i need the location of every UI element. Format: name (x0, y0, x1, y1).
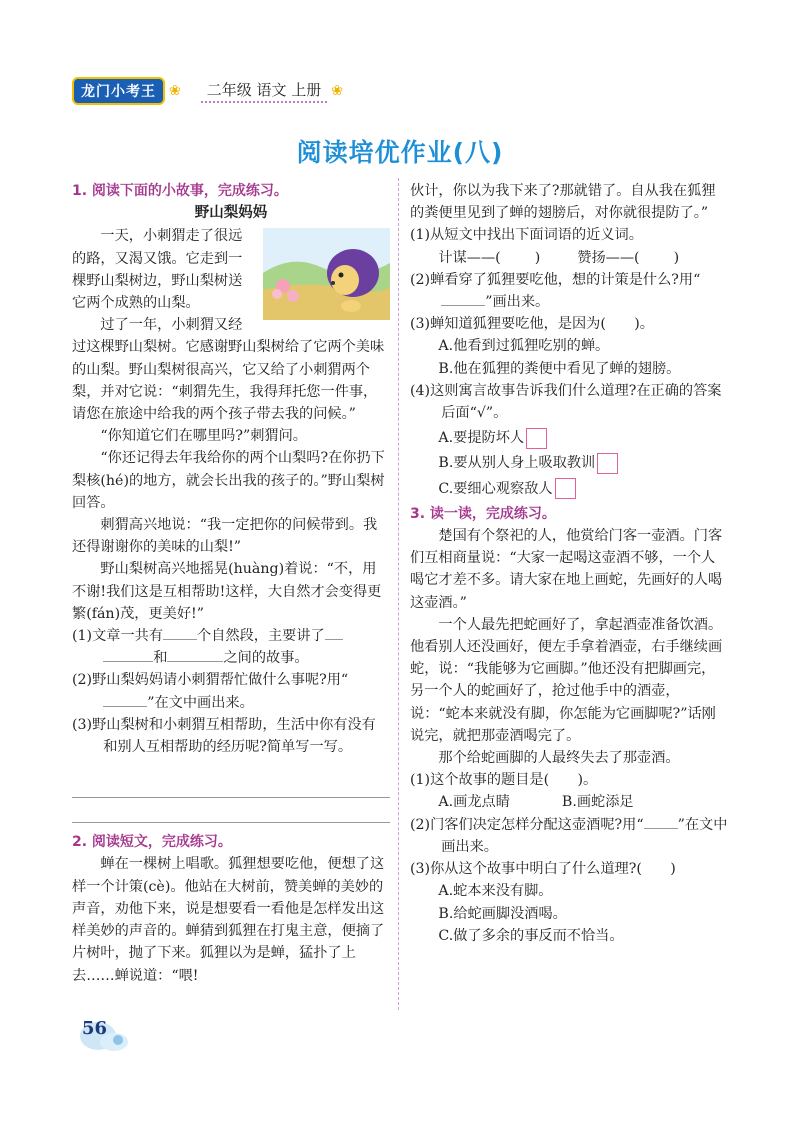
answer-blank[interactable] (167, 661, 223, 662)
straight-line-sample (441, 305, 485, 306)
option-a: A.要提防坏人 (410, 427, 728, 449)
story3-paragraph-3: 那个给蛇画脚的人最终失去了那壶酒。 (438, 750, 680, 767)
fable-paragraph: 蝉在一棵树上唱歌。狐狸想要吃他，便想了这样一个计策(cè)。他站在大树前，赞美蝉的美妙的声音，劝他下来，说是想要看一看他是怎样发出这样美妙的声音的。蝉猜到狐狸在打鬼主意，便摘了片树叶，抛了下来。狐狸以为是蝉，猛扑了上去……蝉说道：“喂! (72, 856, 385, 984)
question-1-1: (1)文章一共有 个自然段，主要讲了 和 之间的故事。 (72, 625, 390, 669)
page-header (72, 78, 343, 104)
option-c: C.要细心观察敌人 (410, 478, 728, 500)
question-1-3: (3)野山梨树和小刺猬互相帮助，生活中你有没有和别人互相帮助的经历呢?简单写一写。 (72, 716, 376, 756)
story3-paragraph-1: 楚国有个祭祀的人，他赏给门客一壶酒。门客们互相商量说：“大家一起喝这壶酒不够，一个人喝它才差不多。请大家在地上画蛇，先画好的人喝这壶酒。” (410, 528, 723, 611)
synonym-row: 计谋——( ) 赞扬——( ) (438, 249, 680, 266)
checkbox[interactable] (555, 478, 576, 499)
section1-heading: 1. 阅读下面的小故事，完成练习。 (72, 183, 288, 199)
story-title: 野山梨妈妈 (194, 205, 268, 222)
checkbox[interactable] (526, 428, 547, 449)
question-2-4: (4)这则寓言故事告诉我们什么道理?在正确的答案后面“√”。 (410, 382, 722, 422)
option-b: B.要从别人身上吸取教训 (410, 452, 728, 474)
butterfly-icon: ❀ (169, 83, 181, 99)
option-a: A.他看到过狐狸吃别的蝉。 (438, 338, 610, 355)
story-paragraph-1: 一天，小刺猬走了很远的路，又渴又饿。它走到一棵野山梨树边，野山梨树送它两个成熟的山梨。 (72, 228, 243, 312)
story-paragraph-4: “你还记得去年我给你的两个山梨吗?在你扔下梨核(hé)的地方，就会长出我的孩子的。”野山梨树回答。 (72, 450, 385, 511)
answer-blank[interactable] (103, 661, 153, 662)
question-3-1: (1)这个故事的题目是( )。 (410, 772, 598, 789)
story-paragraph-3: “你知道它们在哪里吗?”刺猬问。 (100, 428, 307, 445)
option-a: A.蛇本来没有脚。 (438, 883, 553, 900)
question-1-2: (2)野山梨妈妈请小刺猬帮忙做什么事呢?用“”在文中画出来。 (72, 672, 349, 711)
story-paragraph-6: 野山梨树高兴地摇晃(huàng)着说：“不，用不谢!我们这是互相帮助!这样，大自然才会变得更繁(fán)茂，更美好!” (72, 561, 382, 622)
grade-info: 二年级 语文 上册 (201, 79, 328, 103)
story-paragraph-2: 过了一年，小刺猬又经过这棵野山梨树。它感谢野山梨树给了它两个美味的山梨。野山梨树很高兴，它又给了小刺猬两个梨，并对它说：“刺猬先生，我得拜托您一件事，请您在旅途中给我的两个孩子带去我的问候。” (72, 317, 385, 423)
series-logo: 龙门小考王 (72, 77, 165, 105)
column-divider (398, 178, 399, 1010)
line-sample (644, 828, 678, 829)
question-2-3: (3)蝉知道狐狸要吃他，是因为( )。 (410, 316, 654, 333)
page-title: 阅读培优作业(八) (296, 138, 504, 167)
answer-blank[interactable] (325, 639, 343, 640)
hedgehog-illustration (263, 228, 390, 320)
writing-line[interactable] (72, 775, 390, 798)
question-3-2: (2)门客们决定怎样分配这壶酒呢?用“ ”在文中画出来。 (410, 816, 728, 855)
wavy-line-sample (103, 706, 147, 707)
option-row: A.画龙点睛 B.画蛇添足 (438, 794, 634, 811)
option-c: C.做了多余的事反而不恰当。 (438, 927, 624, 944)
checkbox[interactable] (597, 453, 618, 474)
right-column (410, 180, 728, 947)
question-3-3: (3)你从这个故事中明白了什么道理?( ) (410, 861, 676, 878)
option-b: B.他在狐狸的粪便中看见了蝉的翅膀。 (438, 360, 681, 377)
writing-line[interactable] (72, 800, 390, 823)
section3-heading: 3. 读一读，完成练习。 (410, 505, 556, 522)
story3-paragraph-2: 一个人最先把蛇画好了，拿起酒壶准备饮酒。他看别人还没画好，便左手拿着酒壶，右手继续画蛇，说：“我能够为它画脚。”他还没有把脚画完，另一个人的蛇画好了，抢过他手中的酒壶，说：“蛇本来就没有脚，你怎能为它画脚呢?”话刚说完，就把那壶酒喝完了。 (410, 616, 723, 744)
left-column (72, 180, 390, 987)
question-2-1: (1)从短文中找出下面词语的近义词。 (410, 227, 643, 244)
answer-blank[interactable] (163, 639, 197, 640)
fable-paragraph-continued: 伙计，你以为我下来了?那就错了。自从我在狐狸的粪便里见到了蝉的翅膀后，对你就很提防了。” (410, 183, 716, 222)
story-paragraph-5: 刺猬高兴地说：“我一定把你的问候带到。我还得谢谢你的美味的山梨!” (72, 517, 378, 556)
page-number-badge (76, 1014, 136, 1054)
question-2-2: (2)蝉看穿了狐狸要吃他，想的计策是什么?用“”画出来。 (410, 271, 701, 311)
page-number: 56 (82, 1018, 108, 1039)
butterfly-icon: ❀ (331, 83, 344, 99)
section2-heading: 2. 阅读短文，完成练习。 (72, 834, 232, 851)
option-b: B.给蛇画脚没酒喝。 (438, 905, 567, 922)
